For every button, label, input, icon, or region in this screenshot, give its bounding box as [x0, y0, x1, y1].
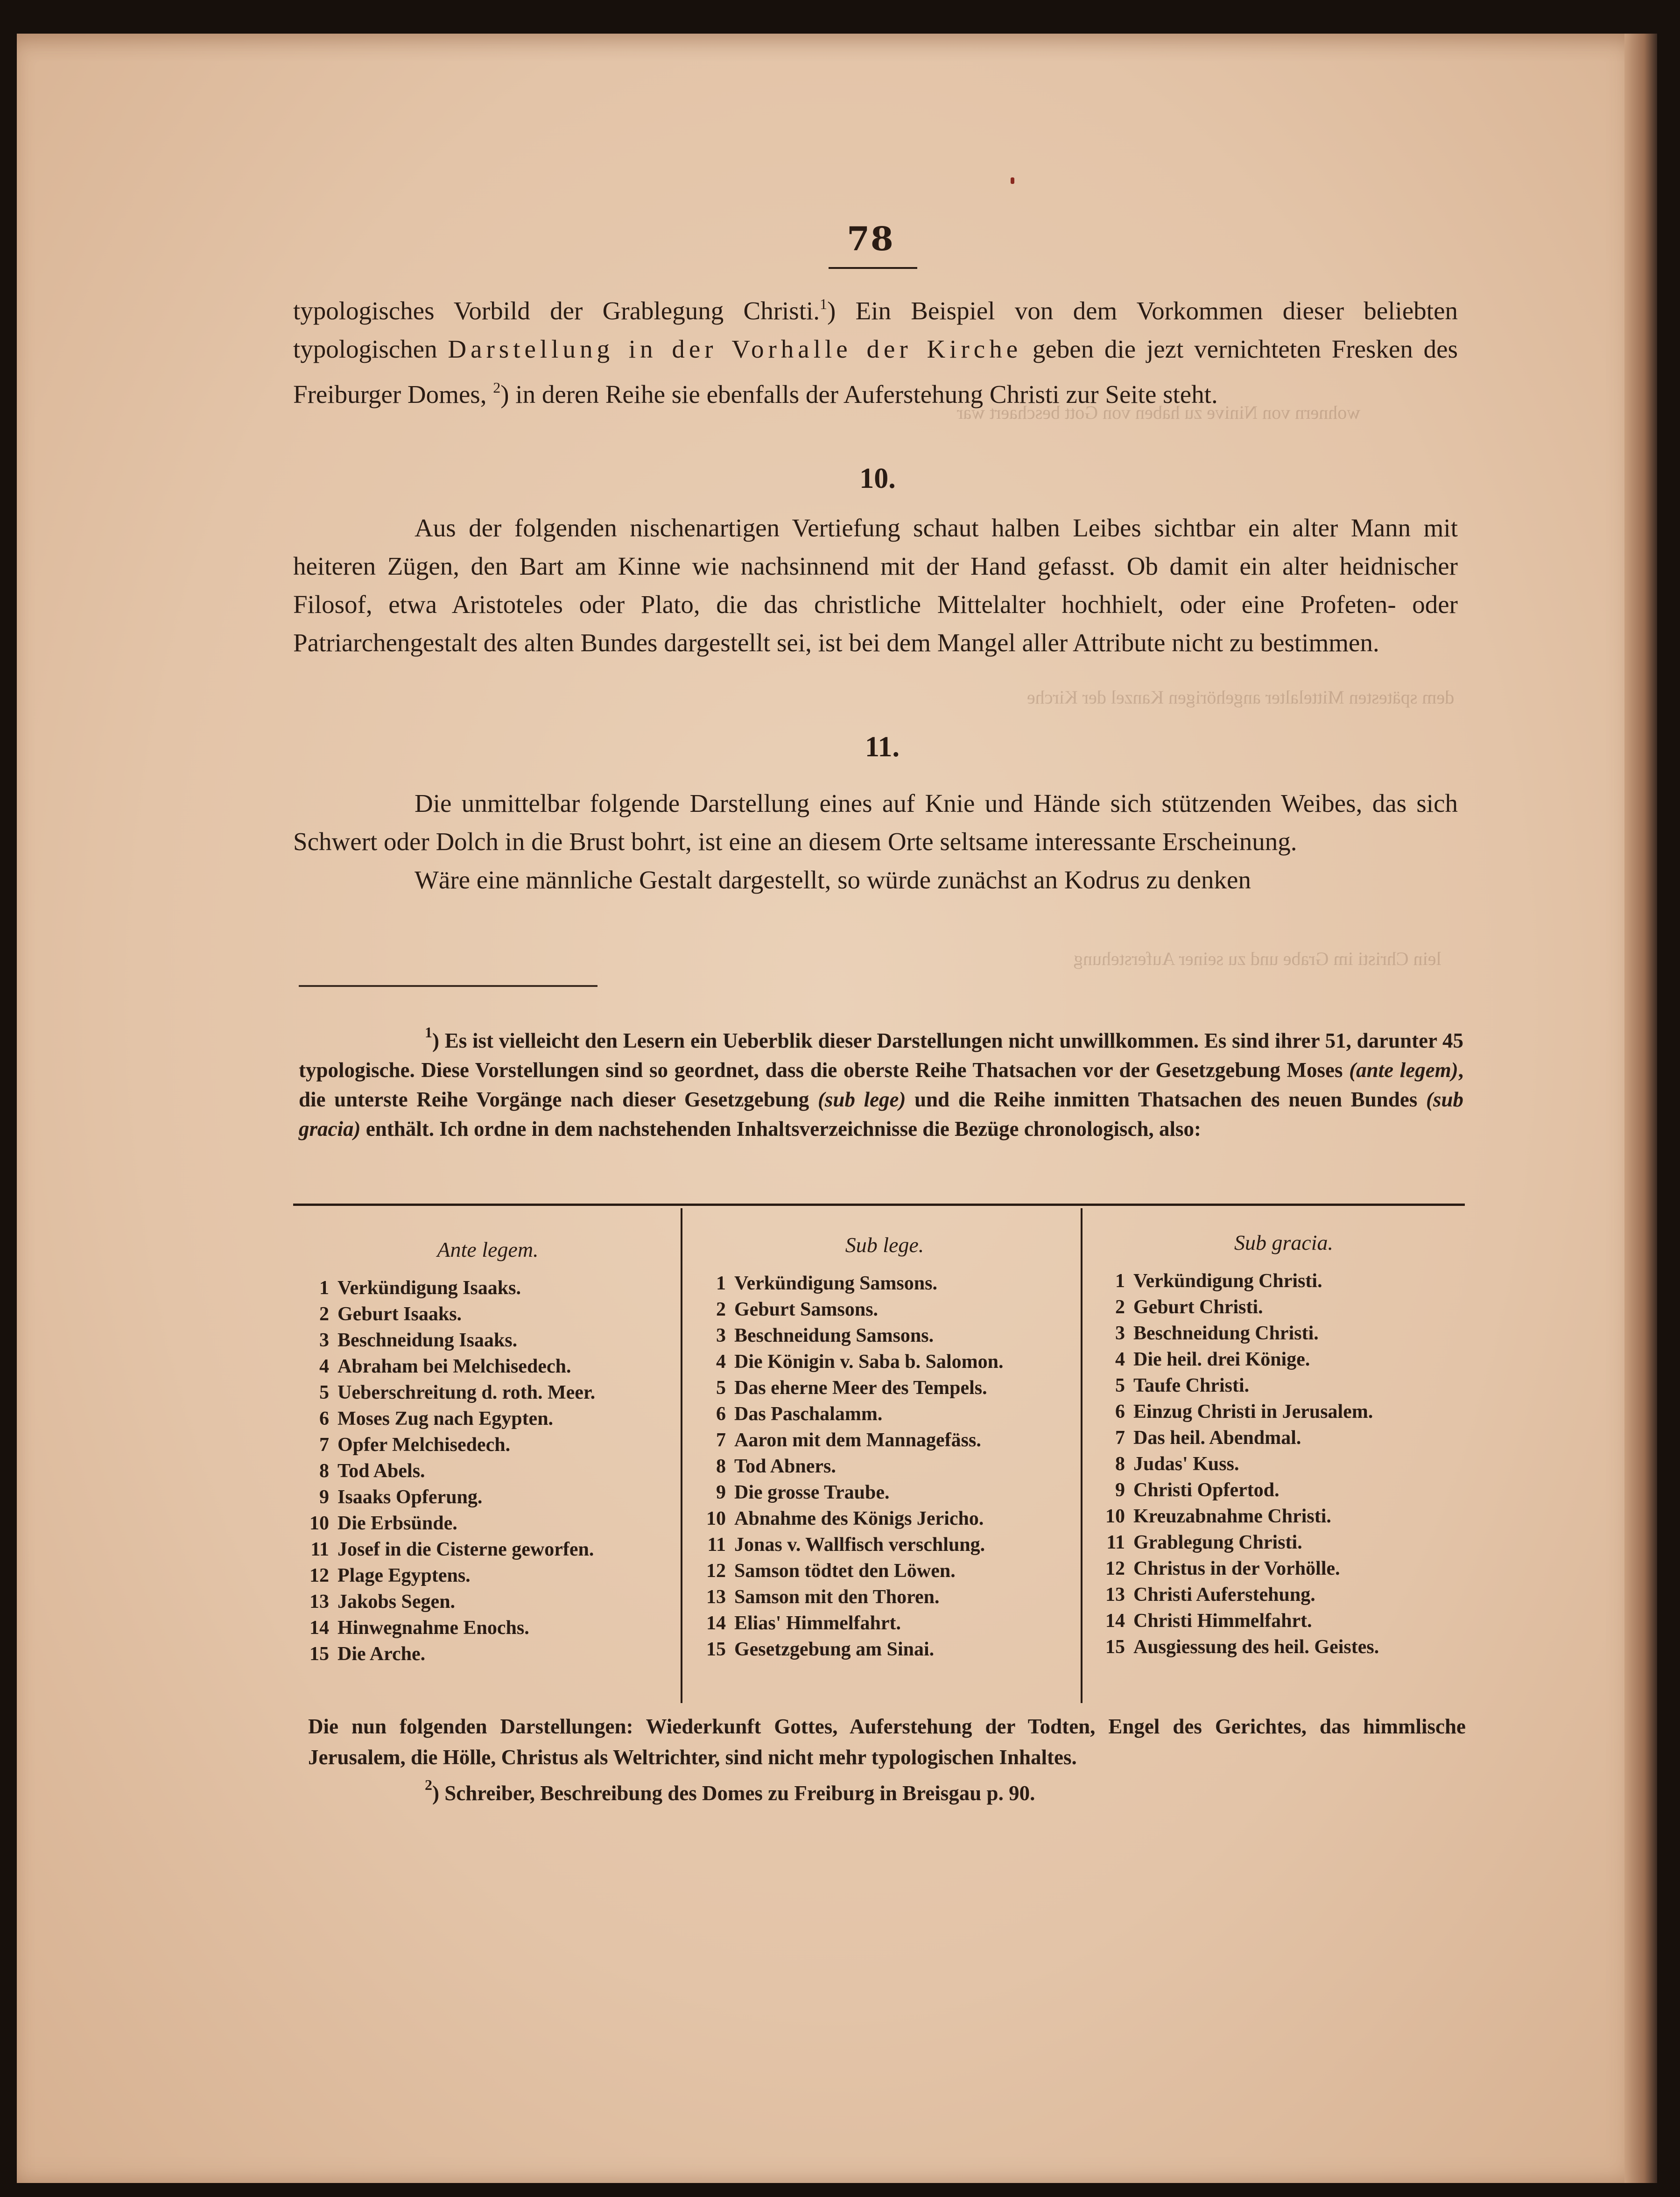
- row-number: 15: [706, 1639, 726, 1660]
- row-number: 6: [716, 1403, 726, 1425]
- row-number: 6: [1115, 1401, 1125, 1422]
- table-row: [698, 1270, 1071, 1296]
- table-row: [698, 1453, 1071, 1479]
- table-row: [698, 1532, 1071, 1558]
- row-text: Josef in die Cisterne geworfen.: [337, 1539, 594, 1560]
- table-row: [301, 1353, 675, 1380]
- row-text: Beschneidung Isaaks.: [337, 1330, 518, 1351]
- row-number: 12: [309, 1565, 329, 1586]
- table-row: [698, 1479, 1071, 1506]
- row-text: Geburt Samsons.: [734, 1299, 879, 1320]
- row-text: Moses Zug nach Egypten.: [337, 1408, 554, 1429]
- table-row: [1097, 1425, 1470, 1451]
- footnote-text: und die Reihe inmitten Thatsachen des neuen Bundes: [906, 1088, 1426, 1111]
- table-row: [1097, 1294, 1470, 1320]
- row-text: Geburt Christi.: [1133, 1296, 1263, 1318]
- row-number: 15: [309, 1643, 329, 1665]
- row-text: Die grosse Traube.: [734, 1482, 890, 1503]
- footnote-text: , die unterste Reihe Vorgänge nach dieser Gesetzgebung: [299, 1058, 1463, 1111]
- row-text: Judas' Kuss.: [1133, 1453, 1239, 1475]
- table-row: [698, 1584, 1071, 1610]
- row-text: Isaaks Opferung.: [337, 1486, 483, 1508]
- intro-text-3: geben die jezt vernichteten Fresken des Freiburger Domes,: [293, 335, 1458, 408]
- closing-note: [308, 1711, 1466, 1773]
- footnote-marker-2: 2: [425, 1776, 432, 1793]
- table-column-sub-gracia: [1097, 1230, 1470, 1660]
- intro-text-2: ) Ein Beispiel von dem Vorkommen dieser beliebten typologischen: [293, 296, 1458, 363]
- section-11-paragraph: [293, 784, 1458, 899]
- column-title: Sub gracia.: [1234, 1231, 1334, 1254]
- row-number: 9: [716, 1482, 726, 1503]
- table-row: [698, 1636, 1071, 1662]
- footnote-ante-legem: (ante legem): [1349, 1058, 1458, 1082]
- closing-text: Die nun folgenden Darstellungen: Wiederkunft Gottes, Auferstehung der Todten, Engel des Gerichtes, das himmlische Jerusalem, die Hölle, Christus als Weltrichter, sind nicht mehr typologischen Inhaltes.: [308, 1715, 1466, 1769]
- table-row: [301, 1563, 675, 1589]
- row-number: 11: [1106, 1532, 1125, 1553]
- row-text: Plage Egyptens.: [337, 1565, 471, 1586]
- table-row: [698, 1296, 1071, 1323]
- row-number: 2: [319, 1303, 329, 1325]
- row-number: 11: [707, 1534, 726, 1556]
- column-divider: [1081, 1208, 1083, 1703]
- row-number: 8: [1115, 1453, 1125, 1475]
- table-row: [698, 1558, 1071, 1584]
- row-number: 13: [309, 1591, 329, 1613]
- row-text: Das heil. Abendmal.: [1133, 1427, 1301, 1449]
- table-row: [301, 1536, 675, 1563]
- row-text: Verkündigung Samsons.: [734, 1273, 937, 1294]
- table-column-ante-legem: [301, 1237, 675, 1667]
- section-heading-11: 11.: [865, 731, 900, 763]
- table-row: [698, 1427, 1071, 1453]
- footnote-rule: [299, 985, 597, 987]
- bleed-through-text: wohnern von Ninive zu haben von Gott beschaert war: [957, 402, 1361, 423]
- ink-speck: [1011, 177, 1014, 184]
- row-text: Verkündigung Christi.: [1133, 1270, 1322, 1292]
- row-number: 2: [716, 1299, 726, 1320]
- row-number: 15: [1105, 1636, 1125, 1658]
- row-text: Ausgiessung des heil. Geistes.: [1133, 1636, 1379, 1658]
- table-row: [301, 1327, 675, 1353]
- intro-text-4: ) in deren Reihe sie ebenfalls der Auferstehung Christi zur Seite steht.: [500, 380, 1218, 408]
- intro-text-1: typologisches Vorbild der Grablegung Christi.: [293, 296, 820, 325]
- row-text: Taufe Christi.: [1133, 1375, 1250, 1396]
- row-number: 7: [716, 1429, 726, 1451]
- bleed-through-text: dem spätesten Mittelalter angehörigen Kanzel der Kirche: [1027, 687, 1455, 708]
- table-top-rule: [293, 1204, 1465, 1206]
- row-number: 4: [716, 1351, 726, 1373]
- row-number: 12: [706, 1560, 726, 1582]
- row-number: 14: [1105, 1610, 1125, 1632]
- row-text: Samson tödtet den Löwen.: [734, 1560, 956, 1582]
- table-row: [1097, 1451, 1470, 1477]
- table-column-sub-lege: [698, 1232, 1071, 1662]
- row-text: Tod Abners.: [734, 1456, 836, 1477]
- row-number: 14: [706, 1613, 726, 1634]
- row-text: Hinwegnahme Enochs.: [337, 1617, 529, 1639]
- table-row: [301, 1510, 675, 1536]
- row-text: Ueberschreitung d. roth. Meer.: [337, 1382, 596, 1403]
- footnote-marker-1: 1: [425, 1024, 432, 1041]
- row-text: Christi Opfertod.: [1133, 1479, 1279, 1501]
- row-text: Die Erbsünde.: [337, 1513, 457, 1534]
- row-text: Die heil. drei Könige.: [1133, 1349, 1310, 1370]
- table-row: [1097, 1346, 1470, 1373]
- table-row: [1097, 1268, 1470, 1294]
- row-text: Die Arche.: [337, 1643, 426, 1665]
- table-row: [301, 1615, 675, 1641]
- row-text: Das Paschalamm.: [734, 1403, 883, 1425]
- row-text: Abraham bei Melchisedech.: [337, 1356, 571, 1377]
- row-number: 3: [716, 1325, 726, 1346]
- row-text: Elias' Himmelfahrt.: [734, 1613, 901, 1634]
- table-row: [698, 1401, 1071, 1427]
- row-text: Die Königin v. Saba b. Salomon.: [734, 1351, 1004, 1373]
- row-number: 4: [1115, 1349, 1125, 1370]
- footnote-text: ) Es ist vielleicht den Lesern ein Ueberblik dieser Darstellungen nicht unwillkommen. Es sind ihrer 51, darunter 45 typologische. Diese Vorstellungen sind so geordnet, dass die oberste Reihe Thatsachen vor der Gesetzgebung Moses: [299, 1029, 1463, 1082]
- section-11-text-2: Wäre eine männliche Gestalt dargestellt, so würde zunächst an Kodrus zu denken: [415, 866, 1251, 894]
- row-text: Tod Abels.: [337, 1460, 425, 1482]
- row-number: 13: [706, 1586, 726, 1608]
- table-row: [1097, 1556, 1470, 1582]
- row-text: Das eherne Meer des Tempels.: [734, 1377, 987, 1399]
- table-row: [301, 1484, 675, 1510]
- row-number: 5: [319, 1382, 329, 1403]
- section-10-text: Aus der folgenden nischenartigen Vertiefung schaut halben Leibes sichtbar ein alter Mann mit heiteren Zügen, den Bart am Kinne wie nachsinnend mit der Hand gefasst. Ob damit ein alter heidnischer Filosof, etwa Aristoteles oder Plato, die das christliche Mittelalter hochhielt, oder eine Profeten- oder Patriarchengestalt des alten Bundes dargestellt sei, ist bei dem Mangel aller Attribute nicht zu bestimmen.: [293, 514, 1458, 657]
- table-row: [1097, 1608, 1470, 1634]
- footnote-sub-gracia: (sub gracia): [299, 1088, 1463, 1141]
- row-number: 5: [1115, 1375, 1125, 1396]
- footnote-2: [425, 1776, 1035, 1805]
- table-row: [698, 1349, 1071, 1375]
- row-number: 7: [319, 1434, 329, 1456]
- table-row: [1097, 1477, 1470, 1503]
- footnote-ref-2: 2: [493, 379, 501, 396]
- row-number: 10: [1105, 1506, 1125, 1527]
- table-row: [301, 1275, 675, 1301]
- row-number: 10: [309, 1513, 329, 1534]
- intro-paragraph: [293, 285, 1458, 414]
- table-row: [1097, 1373, 1470, 1399]
- row-number: 12: [1105, 1558, 1125, 1579]
- table-row: [301, 1432, 675, 1458]
- row-number: 1: [716, 1273, 726, 1294]
- column-title: Sub lege.: [845, 1233, 924, 1257]
- row-number: 13: [1105, 1584, 1125, 1606]
- section-heading-10: 10.: [859, 463, 896, 494]
- table-row: [698, 1506, 1071, 1532]
- column-divider: [681, 1208, 682, 1703]
- footnote-1: [299, 1018, 1463, 1144]
- row-number: 1: [319, 1277, 329, 1299]
- page-edge: [1624, 34, 1657, 2183]
- row-text: Christus in der Vorhölle.: [1133, 1558, 1340, 1579]
- row-number: 14: [309, 1617, 329, 1639]
- row-number: 9: [1115, 1479, 1125, 1501]
- row-number: 4: [319, 1356, 329, 1377]
- table-row: [698, 1323, 1071, 1349]
- table-row: [301, 1406, 675, 1432]
- row-text: Jakobs Segen.: [337, 1591, 456, 1613]
- table-row: [1097, 1399, 1470, 1425]
- row-number: 8: [319, 1460, 329, 1482]
- page-number: 78: [847, 219, 894, 258]
- table-row: [1097, 1634, 1470, 1660]
- page-number-rule: [829, 267, 917, 269]
- row-number: 3: [319, 1330, 329, 1351]
- row-text: Grablegung Christi.: [1133, 1532, 1302, 1553]
- table-row: [1097, 1503, 1470, 1529]
- bleed-through-text: lein Christi im Grabe und zu seiner Auferstehung: [1074, 948, 1441, 969]
- table-row: [301, 1301, 675, 1327]
- row-text: Verkündigung Isaaks.: [337, 1277, 521, 1299]
- table-row: [1097, 1582, 1470, 1608]
- row-number: 2: [1115, 1296, 1125, 1318]
- table-row: [301, 1589, 675, 1615]
- row-text: Christi Auferstehung.: [1133, 1584, 1315, 1606]
- footnote-2-text: ) Schreiber, Beschreibung des Domes zu Freiburg in Breisgau p. 90.: [432, 1782, 1035, 1805]
- row-number: 6: [319, 1408, 329, 1429]
- row-text: Beschneidung Samsons.: [734, 1325, 934, 1346]
- row-text: Geburt Isaaks.: [337, 1303, 462, 1325]
- row-text: Christi Himmelfahrt.: [1133, 1610, 1312, 1632]
- row-number: 9: [319, 1486, 329, 1508]
- column-title: Ante legem.: [437, 1238, 539, 1261]
- row-text: Abnahme des Königs Jericho.: [734, 1508, 984, 1529]
- row-number: 5: [716, 1377, 726, 1399]
- footnote-text: enthält. Ich ordne in dem nachstehenden Inhaltsverzeichnisse die Bezüge chronologisch, also:: [360, 1117, 1201, 1141]
- footnote-sub-lege: (sub lege): [817, 1088, 906, 1111]
- row-number: 8: [716, 1456, 726, 1477]
- section-10-paragraph: [293, 509, 1458, 662]
- row-text: Beschneidung Christi.: [1133, 1323, 1319, 1344]
- row-text: Einzug Christi in Jerusalem.: [1133, 1401, 1373, 1422]
- row-number: 7: [1115, 1427, 1125, 1449]
- footnote-ref-1: 1: [820, 296, 828, 312]
- section-11-text: Die unmittelbar folgende Darstellung eines auf Knie und Hände sich stützenden Weibes, das sich Schwert oder Dolch in die Brust bohrt, ist eine an diesem Orte seltsame interessante Erscheinung.: [293, 789, 1458, 856]
- table-row: [698, 1375, 1071, 1401]
- intro-text-spaced: Darstellung in der Vorhalle der Kirche: [448, 335, 1022, 363]
- row-text: Jonas v. Wallfisch verschlung.: [734, 1534, 985, 1556]
- row-text: Gesetzgebung am Sinai.: [734, 1639, 935, 1660]
- row-text: Opfer Melchisedech.: [337, 1434, 511, 1456]
- row-number: 11: [310, 1539, 329, 1560]
- table-row: [301, 1641, 675, 1667]
- table-row: [698, 1610, 1071, 1636]
- table-row: [1097, 1529, 1470, 1556]
- row-number: 3: [1115, 1323, 1125, 1344]
- row-number: 1: [1115, 1270, 1125, 1292]
- row-number: 10: [706, 1508, 726, 1529]
- row-text: Aaron mit dem Mannagefäss.: [734, 1429, 981, 1451]
- row-text: Kreuzabnahme Christi.: [1133, 1506, 1331, 1527]
- table-row: [1097, 1320, 1470, 1346]
- row-text: Samson mit den Thoren.: [734, 1586, 940, 1608]
- table-row: [301, 1458, 675, 1484]
- table-row: [301, 1380, 675, 1406]
